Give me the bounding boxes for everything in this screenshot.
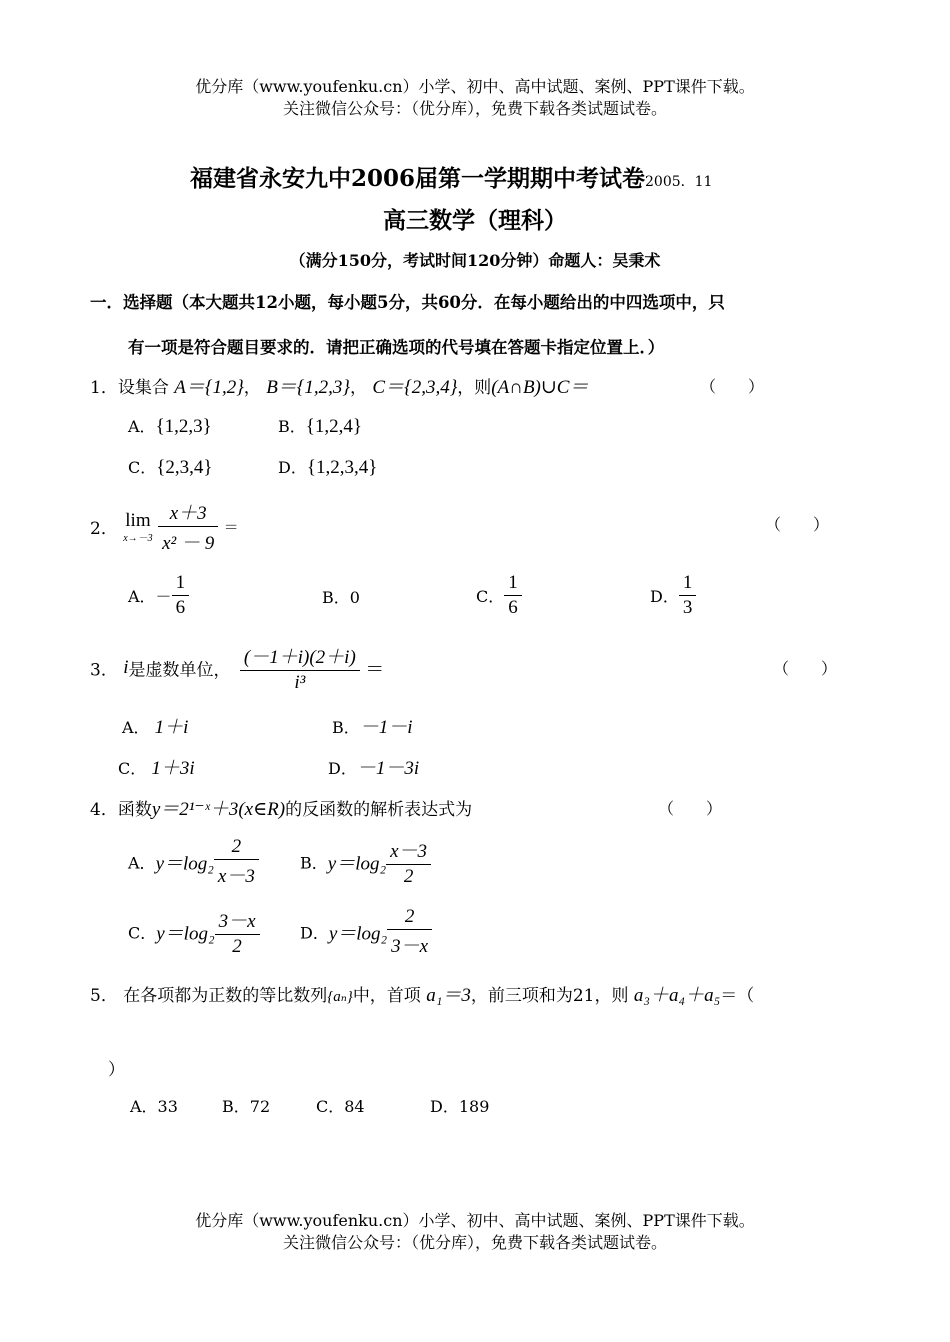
set-a: A＝{1,2} xyxy=(174,377,244,398)
q4-option-a: A．y＝log₂ $\frac{2}{x-3}$ xyxy=(128,836,259,888)
q1-option-a: A．{1,2,3} xyxy=(128,416,212,437)
set-c: C＝{2,3,4} xyxy=(372,377,458,398)
q1-option-d: D．{1,2,3,4} xyxy=(278,457,378,478)
answer-blank-1: （ ） xyxy=(700,377,765,396)
q4-option-b: B．y＝log₂ $\frac{x-3}{2}$ xyxy=(300,836,431,888)
q2-option-b: B．0 xyxy=(322,588,360,607)
answer-blank-3: （ ） xyxy=(773,659,838,678)
question-text: 设集合 xyxy=(117,378,169,398)
watermark-header-line1: 优分库（www.youfenku.cn）小学、初中、高中试题、案例、PPT课件下载。 xyxy=(195,77,755,96)
question-5-close-paren: ） xyxy=(108,1060,125,1080)
q2-option-c: C． $\frac{1}{6}$ xyxy=(476,572,522,619)
question-3: 3． i是虚数单位， $\frac{(-1+i)(2+i)}{\text{i³}}$ ＝ xyxy=(90,642,384,694)
exam-subject: 高三数学（理科） xyxy=(383,207,567,234)
q5-option-a: A．33 xyxy=(130,1097,178,1116)
question-2: 2． lim x→－3 $\frac{x+3}{\text{x² － 9}}$ ＝ xyxy=(90,498,239,555)
q2-option-d: D． $\frac{1}{3}$ xyxy=(650,572,696,619)
q3-option-c: C． 1＋3i xyxy=(118,758,195,779)
exam-title-main: 福建省永安九中2006届第一学期期中考试卷 xyxy=(190,165,646,192)
set-expression: (A∩B)∪C＝ xyxy=(491,377,589,398)
q4-option-d: D．y＝log₂ $\frac{2}{3-x}$ xyxy=(300,906,432,958)
watermark-header-line2: 关注微信公众号：（优分库），免费下载各类试题试卷。 xyxy=(282,99,667,118)
q3-option-a: A． 1＋i xyxy=(122,717,189,738)
watermark-footer-line1: 优分库（www.youfenku.cn）小学、初中、高中试题、案例、PPT课件下载。 xyxy=(195,1211,755,1230)
q4-option-c: C．y＝log₂ $\frac{3-x}{2}$ xyxy=(128,906,260,958)
q2-option-a: A．－ $\frac{1}{6}$ xyxy=(128,572,189,619)
question-1: 1．设集合 A＝{1,2}， B＝{1,2,3}， C＝{2,3,4}，则(A∩B)∪C＝ xyxy=(90,377,589,398)
question-number: 1． xyxy=(90,378,118,398)
exam-date: 2005．11 xyxy=(645,174,713,190)
answer-blank-4: （ ） xyxy=(658,799,723,818)
limit-operator: lim x→－3 xyxy=(123,509,153,544)
q5-option-c: C．84 xyxy=(316,1097,365,1116)
q5-option-d: D．189 xyxy=(430,1097,490,1116)
q1-option-c: C．{2,3,4} xyxy=(128,457,213,478)
q3-option-d: D．－1－3i xyxy=(328,758,420,779)
exam-title xyxy=(190,160,712,193)
limit-fraction: $\frac{x+3}{\text{x² － 9}}$ xyxy=(158,498,218,555)
q3-option-b: B．－1－i xyxy=(332,717,413,738)
question-5: 5． 在各项都为正数的等比数列{aₙ}中，首项 a₁＝3，前三项和为21，则 a₃＋a₄＋a₅＝（ xyxy=(90,985,755,1006)
section-heading-line1: 一．选择题（本大题共12小题，每小题5分，共60分．在每小题给出的中四选项中，只 xyxy=(90,293,725,312)
question-4: 4．函数y＝2¹⁻ˣ＋3(x∈R)的反函数的解析表达式为 xyxy=(90,799,473,820)
section-heading-line2: 有一项是符合题目要求的．请把正确选项的代号填在答题卡指定位置上．） xyxy=(128,338,665,357)
answer-blank-2: （ ） xyxy=(765,515,830,534)
q5-option-b: B．72 xyxy=(222,1097,271,1116)
complex-fraction: $\frac{(-1+i)(2+i)}{\text{i³}}$ xyxy=(240,642,360,694)
q1-option-b: B．{1,2,4} xyxy=(278,416,363,437)
set-b: B＝{1,2,3} xyxy=(266,377,351,398)
exam-info: （满分150分，考试时间120分钟）命题人：吴秉术 xyxy=(289,251,661,270)
question-number: 2． xyxy=(90,519,118,539)
watermark-footer-line2: 关注微信公众号：（优分库），免费下载各类试题试卷。 xyxy=(282,1233,667,1252)
question-text-then: ，则 xyxy=(457,378,492,398)
